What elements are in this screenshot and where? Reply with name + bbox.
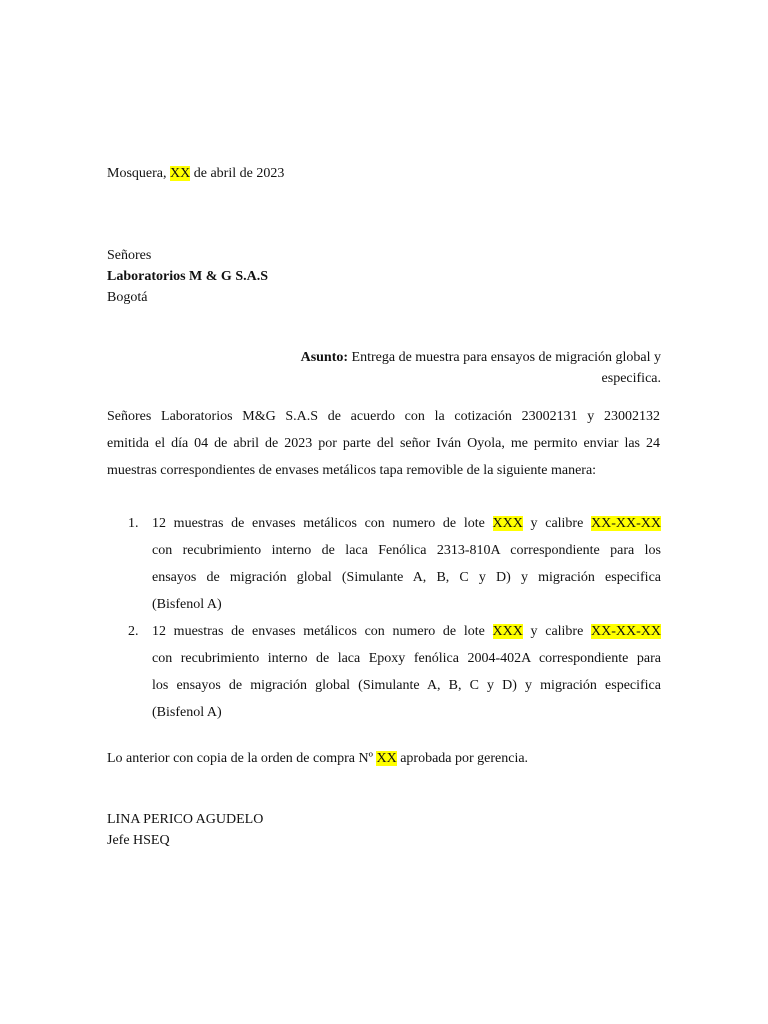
list-item-text: 12 muestras de envases metálicos con numero de lote [152, 516, 493, 531]
list-item-text: y calibre [522, 624, 591, 639]
closing-line [107, 749, 528, 769]
calibre-placeholder: XX-XX-XX [591, 516, 661, 531]
list-item-line: ensayos de migración global (Simulante A, B, C y D) y migración especifica [152, 570, 661, 585]
list-item-line: (Bisfenol A) [152, 705, 222, 720]
subject-block [270, 347, 661, 389]
closing-prefix: Lo anterior con copia de la orden de compra Nº [107, 751, 377, 766]
intro-line-2: emitida el día 04 de abril de 2023 por parte del señor Iván Oyola, me permito enviar las 24 [107, 436, 660, 451]
list-item-first-line [152, 622, 661, 642]
list-item-line: con recubrimiento interno de laca Epoxy fenólica 2004-402A correspondiente para [152, 651, 661, 666]
calibre-placeholder: XX-XX-XX [591, 624, 661, 639]
list-item-number: 2. [128, 624, 139, 639]
list-item-text: 12 muestras de envases metálicos con numero de lote [152, 624, 493, 639]
closing-suffix: aprobada por gerencia. [396, 751, 529, 766]
recipient-salutation: Señores [107, 248, 152, 263]
intro-line-3: muestras correspondientes de envases metálicos tapa removible de la siguiente manera: [107, 463, 597, 478]
list-item-first-line [152, 514, 661, 534]
recipient-company: Laboratorios M & G S.A.S [107, 269, 268, 284]
recipient-city: Bogotá [107, 290, 148, 305]
date-day-placeholder: XX [170, 166, 191, 181]
lote-placeholder: XXX [492, 516, 523, 531]
order-number-placeholder: XX [376, 751, 397, 766]
signature-name: LINA PERICO AGUDELO [107, 812, 264, 827]
date-line [107, 164, 284, 184]
date-prefix: Mosquera, [107, 166, 170, 181]
list-item-text: y calibre [522, 516, 591, 531]
lote-placeholder: XXX [492, 624, 523, 639]
intro-line-1: Señores Laboratorios M&G S.A.S de acuerdo con la cotización 23002131 y 23002132 [107, 409, 660, 424]
list-item-line: los ensayos de migración global (Simulante A, B, C y D) y migración especifica [152, 678, 661, 693]
list-item-number: 1. [128, 516, 139, 531]
subject-label: Asunto: [300, 350, 349, 365]
subject-text: Entrega de muestra para ensayos de migración global y especifica. [348, 350, 661, 386]
date-suffix: de abril de 2023 [190, 166, 285, 181]
list-item-line: (Bisfenol A) [152, 597, 222, 612]
list-item-line: con recubrimiento interno de laca Fenólica 2313-810A correspondiente para los [152, 543, 661, 558]
signature-title: Jefe HSEQ [107, 833, 170, 848]
